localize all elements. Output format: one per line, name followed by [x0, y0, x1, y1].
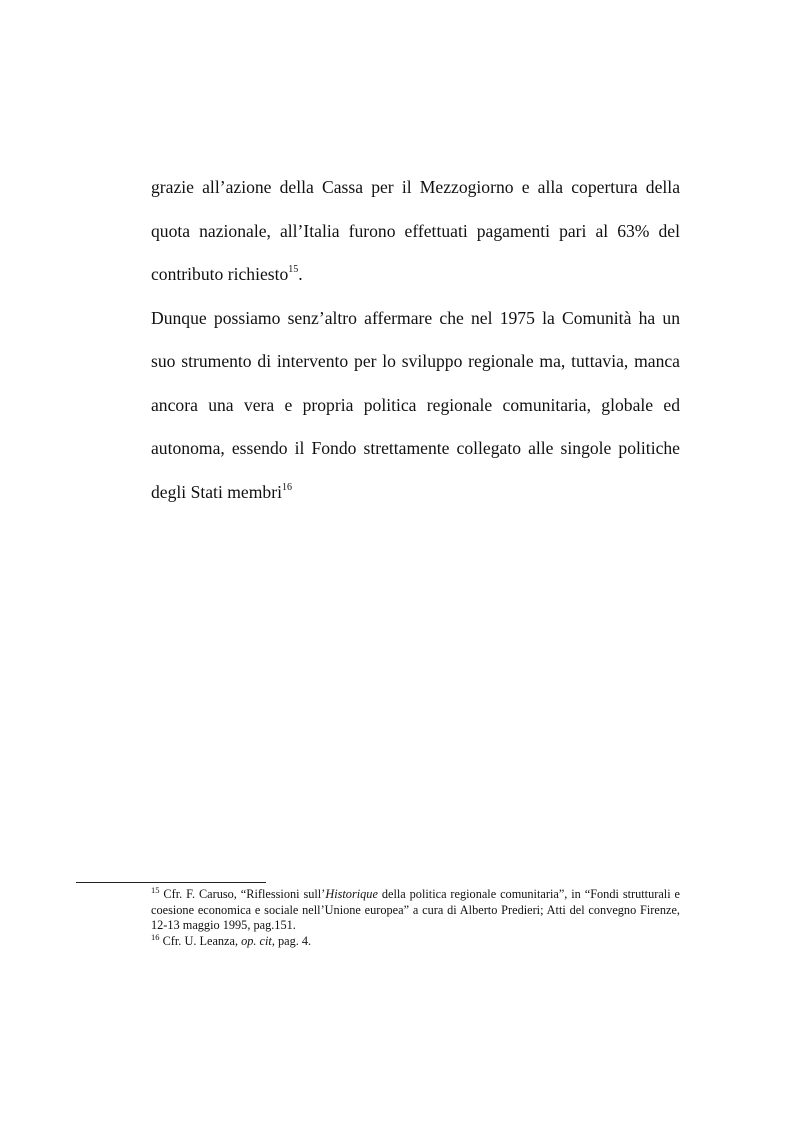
footnote-italic: op. cit	[241, 933, 272, 948]
paragraph-2-text: Dunque possiamo senz’altro affermare che nel 1975 la Comunità ha un suo strumento di intervento per lo sviluppo regionale ma, tuttavia, manca ancora una vera e propria politica regionale comunitaria, globale ed autonoma, essendo il Fondo strettamente collegato alle singole politiche degli Stati membri	[151, 307, 680, 502]
footnote-ref-15[interactable]: 15	[288, 264, 299, 275]
footnote-text-end: della politica regionale comunitaria”, in “Fondi strutturali e coesione economica e sociale nell’Unione europea” a cura di Alberto Predieri; Atti del convegno Firenze, 12-13 maggio 1995, pag.151.	[151, 887, 680, 933]
footnotes	[151, 887, 680, 949]
paragraph-1	[151, 166, 680, 297]
footnote-italic: Historique	[325, 887, 378, 901]
body-text	[151, 166, 680, 514]
footnote-ref-16[interactable]: 16	[281, 481, 292, 493]
footnote-text: Cfr. U. Leanza,	[162, 933, 242, 948]
footnote-15	[151, 887, 680, 934]
footnote-separator	[76, 882, 266, 883]
paragraph-1-end: .	[298, 264, 303, 284]
footnote-16	[151, 931, 680, 950]
paragraph-1-text: grazie all’azione della Cassa per il Mezzogiorno e alla copertura della quota nazionale, all’Italia furono effettuati pagamenti pari al 63% del contributo richiesto	[151, 177, 680, 284]
footnote-text: Cfr. F. Caruso, “Riflessioni sull’	[163, 887, 326, 901]
footnote-text-end: , pag. 4.	[271, 933, 312, 948]
footnote-number: 15	[151, 885, 160, 895]
footnote-number: 16	[151, 931, 160, 942]
paragraph-2	[151, 297, 680, 515]
